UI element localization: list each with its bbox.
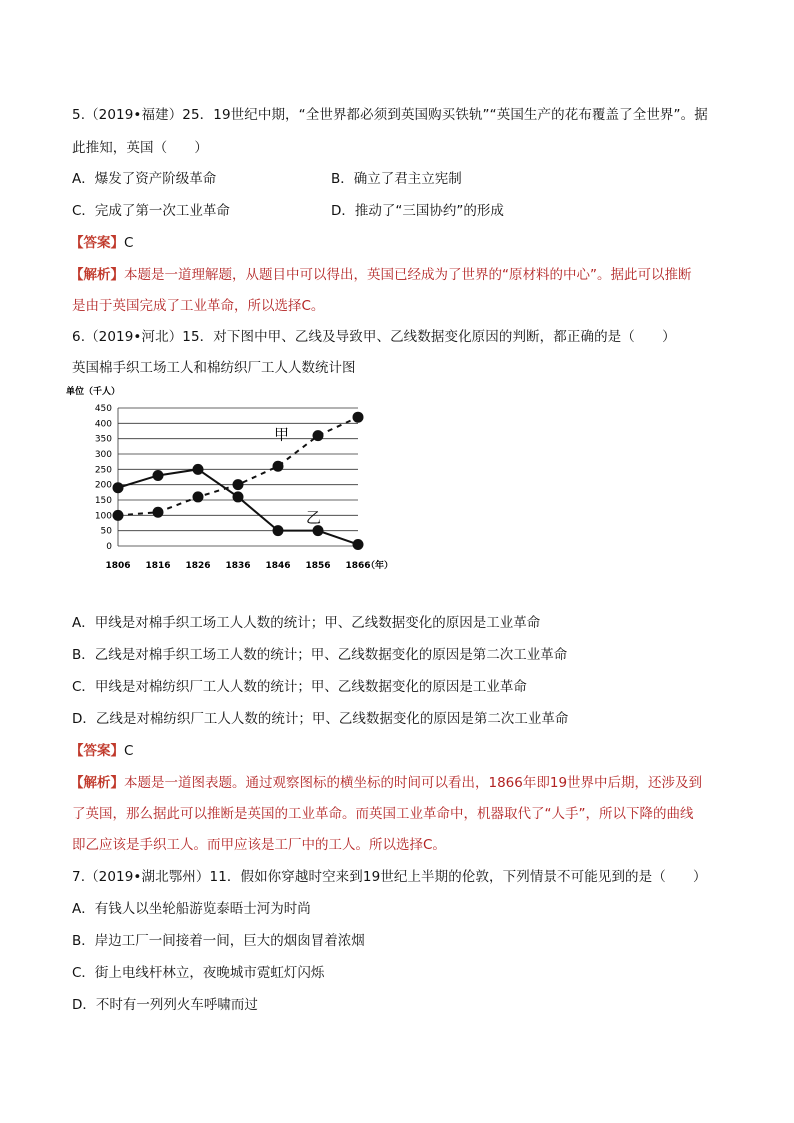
x-tick-label: 1836 [225,561,251,571]
analysis-text: 。据此可以推断 [597,267,692,283]
q6-analysis-line3: 即乙应该是手织工人。而甲应该是工厂中的工人。所以选择C。 [72,837,446,853]
data-point [153,507,164,518]
x-tick-label: 1826 [185,561,211,571]
y-tick-label: 400 [94,419,112,430]
data-point [153,470,164,481]
x-tick-label: 1816 [145,561,171,571]
y-tick-label: 50 [100,526,112,537]
y-tick-label: 150 [94,496,112,506]
y-tick-label: 100 [94,511,112,522]
answer-value: C [124,235,134,251]
q5-option-b: B．确立了君主立宪制 [331,171,462,187]
chart-caption: 英国棉手织工场工人和棉纺织厂工人人数统计图 [72,360,356,376]
x-tick-label: 1866 [345,561,371,571]
y-tick-label: 0 [106,542,112,552]
y-tick-label: 450 [94,404,112,414]
analysis-text: 本题是一道图表题。通过观察图标的横坐标的时间可以看出， [124,775,489,791]
q5-analysis-line2: 是由于英国完成了工业革命，所以选择C。 [72,298,325,314]
data-point [353,539,364,550]
data-point [313,430,324,441]
answer-value: C [124,743,134,759]
line-chart [66,382,394,572]
q6-option-c: C．甲线是对棉纺织厂工人人数的统计；甲、乙线数据变化的原因是工业革命 [72,679,527,695]
data-point [233,479,244,490]
x-tick-label: 1856 [305,561,331,571]
data-point [233,491,244,502]
y-tick-label: 350 [94,434,112,445]
q6-stem: 6.（2019•河北）15．对下图中甲、乙线及导致甲、乙线数据变化原因的判断，都正确的是（ ） [72,329,676,345]
analysis-text: 本题是一道理解题，从题目中可以得出，英国已经成为了世界的 [124,267,502,283]
q5-analysis-line1 [70,263,692,283]
analysis-tag: 【解析】 [70,267,124,283]
data-point [353,412,364,423]
data-point [193,491,204,502]
q5-option-d: D．推动了“三国协约”的形成 [331,203,504,219]
q6-option-d: D．乙线是对棉纺织厂工人人数的统计；甲、乙线数据变化的原因是第二次工业革命 [72,711,569,727]
analysis-text: 1866年即19世界中后期，还涉及到 [488,775,703,791]
q6-answer [70,739,133,759]
analysis-quote: “原材料的中心” [502,267,597,283]
analysis-text: 了英国，那么据此可以推断是英国的工业革命。而英国工业革命中，机器取代了 [72,806,545,822]
analysis-quote: “人手” [544,806,586,822]
x-tick-label: 1846 [265,561,291,571]
q6-option-b: B．乙线是对棉手织工场工人数的统计；甲、乙线数据变化的原因是第二次工业革命 [72,647,568,663]
chart-svg [66,382,394,572]
q6-analysis-line2 [72,802,694,822]
q7-stem: 7.（2019•湖北鄂州）11．假如你穿越时空来到19世纪上半期的伦敦，下列情景不可能见到的是（ ） [72,869,707,885]
q7-option-b: B．岸边工厂一间接着一间，巨大的烟囱冒着浓烟 [72,933,365,949]
q7-option-a: A．有钱人以坐轮船游览泰晤士河为时尚 [72,901,311,917]
data-point [273,461,284,472]
q5-stem-line2: 此推知，英国（ ） [72,140,208,156]
series-label: 乙 [306,508,322,527]
x-tick-label: 1806 [105,561,131,571]
data-point [113,510,124,521]
answer-tag: 【答案】 [70,743,124,759]
q5-stem-line1: 5.（2019•福建）25．19世纪中期，“全世界都必须到英国购买铁轨”“英国生产的花布覆盖了全世界”。据 [72,107,708,123]
x-axis-unit: （年） [366,561,394,571]
q7-option-d: D．不时有一列列火车呼啸而过 [72,997,258,1013]
q7-option-c: C．街上电线杆林立，夜晚城市霓虹灯闪烁 [72,965,325,981]
q5-option-c: C．完成了第一次工业革命 [72,203,230,219]
data-point [313,525,324,536]
analysis-text: ，所以下降的曲线 [585,806,694,822]
q6-option-a: A．甲线是对棉手织工场工人人数的统计；甲、乙线数据变化的原因是工业革命 [72,615,541,631]
data-point [273,525,284,536]
y-tick-label: 300 [94,450,112,460]
y-axis-label: 单位（千人） [66,387,121,397]
data-point [113,482,124,493]
data-point [193,464,204,475]
y-tick-label: 250 [94,465,112,476]
q5-answer [70,231,133,251]
answer-tag: 【答案】 [70,235,124,251]
y-tick-label: 200 [94,480,112,491]
series-label: 甲 [274,425,290,444]
q6-analysis-line1 [70,771,702,791]
analysis-tag: 【解析】 [70,775,124,791]
q5-option-a: A．爆发了资产阶级革命 [72,171,217,187]
